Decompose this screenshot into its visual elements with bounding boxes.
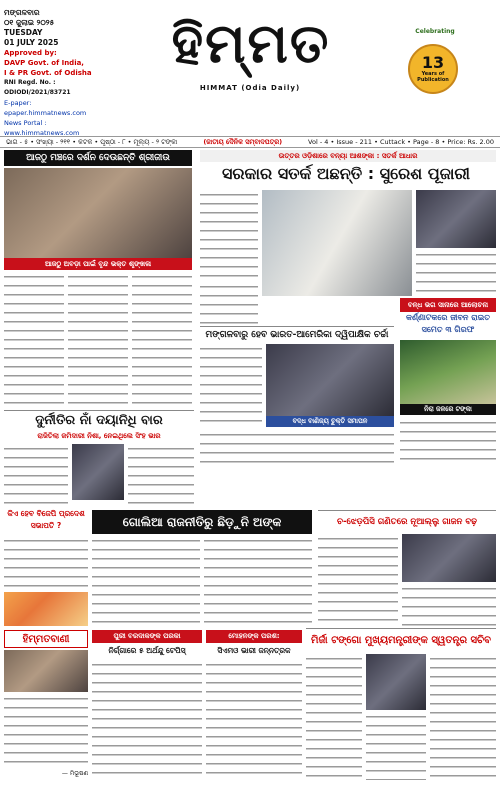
trade-caption: ବଦ୍ଧ ବାଣିଜ୍ୟ ଚୁକ୍ତି ସମାପନ xyxy=(266,416,394,427)
cmo-text xyxy=(206,660,302,780)
accused-photo xyxy=(72,444,124,500)
cmo-banner: ମୋହନଙ୍କ ପରଶ: xyxy=(206,630,302,643)
scholar-text-col-1 xyxy=(318,534,398,626)
corruption-subhead: ରାଜିତିଲା ଜମିଦାରୀ ନିଶା, ନେଇଥିଲେ ସିଂହ ଭାର xyxy=(37,432,161,440)
logo-text: ହିମ୍ମତ xyxy=(171,10,331,75)
right-story-banner: ବନ୍ଧ ଭଗ ସାନାରେ ଆଲୋଚନା xyxy=(400,298,496,312)
right-story-text xyxy=(400,418,496,466)
politics-text-col-2 xyxy=(92,536,200,626)
himmat-bani-title: ହିମ୍ମତବାଣୀ xyxy=(4,630,88,648)
jagannath-text-col-2 xyxy=(68,272,128,408)
corruption-text-col-2 xyxy=(128,444,194,506)
issue-info-odia: ଭାଗ - ୫ • ସଂଖ୍ୟା - ୨୧୧ • କଟକ • ପୃଷ୍ଠା - ୮ • ମୂଲ୍ୟ - ୨ ଟଙ୍କା xyxy=(6,137,178,146)
puri-text xyxy=(92,660,202,780)
puri-banner: ପୁରୀ ବରଦାକଙ୍କ ପରକା xyxy=(92,630,202,643)
himmat-bani-poem xyxy=(4,694,88,768)
trade-text-bottom xyxy=(200,430,394,466)
date-odia-2: ୦୧ ଜୁଲାଇ ୨୦୨୫ xyxy=(4,18,55,27)
right-story-headline: କର୍ଣ୍ଣାଟକରେ ଜୀବନ ରାଇତ ସମେତ ୩ ଗିରଫ xyxy=(406,313,490,334)
lead-headline: ସରକାର ସତର୍କ ଅଛନ୍ତି : ସୁରେଶ ପୂଜାରୀ xyxy=(221,164,471,183)
issue-info-bar xyxy=(0,136,500,148)
day: TUESDAY xyxy=(4,28,43,37)
flood-photo xyxy=(400,340,496,404)
lead-text-col-1 xyxy=(200,190,258,280)
trade-headline: ମଙ୍ଗଳବାରୁ ହେବ ଭାରତ-ଆମେରିକା ଦ୍ୱିପାକ୍ଷିକ ଚର୍ଚ୍ଚା xyxy=(200,326,394,342)
anniversary-badge xyxy=(408,44,458,94)
lead-text-col-1b xyxy=(200,282,258,326)
date-odia: ମଙ୍ଗଳବାର xyxy=(4,8,40,17)
issue-info-english: Vol - 4 • Issue - 211 • Cuttack • Page - 8 • Price: Rs. 2.00 xyxy=(308,138,494,146)
poem-signature: — ମିଭୂଷଣ xyxy=(61,770,88,777)
scholar-headline: ଚ-ଝେଡ଼ପିସି ଗଣିତରେ ନୂଆଲ୍ଲୁ ଗାଜନ ବଢ଼ xyxy=(318,510,496,532)
politics-headline: ଗୋଲିଆ ରାଜନୀତିରୁ ଛିଡ଼ୁନି ଅଙ୍କ xyxy=(92,510,312,534)
trade-text-col-1 xyxy=(200,344,262,428)
epaper-link[interactable]: E-paper: epaper.himmatnews.com xyxy=(4,99,87,117)
puri-headline: ନିର୍ଗ୍ଗାରେ ୫ ଅର୍ଥନ୍ଦୁ ଟେପିସ୍ xyxy=(108,646,186,655)
secretary-text-col-2 xyxy=(366,712,426,780)
rni-number: RNI Regd. No. : ODIODI/2021/83721 xyxy=(4,79,71,96)
lead-kicker: ଉତ୍ତର ଓଡ଼ିଶାରେ ବନ୍ୟା ଆଶଙ୍କା : ସତର୍କ ଆଧାର xyxy=(200,150,496,162)
secretary-text-col-3 xyxy=(430,654,496,780)
scholar-text-col-2 xyxy=(402,584,496,626)
politics-text-col-3 xyxy=(204,536,312,626)
meeting-photo xyxy=(262,190,412,296)
lead-text-col-4 xyxy=(416,250,496,296)
approved-label: Approved by: xyxy=(4,49,57,57)
anniversary-pretext: Celebrating xyxy=(415,28,455,35)
right-story-caption: ନିରା ଜଳରେ ଟଙ୍କା xyxy=(400,404,496,415)
corruption-text-col-1 xyxy=(4,444,68,506)
secretary-text-col-1 xyxy=(306,654,362,780)
minister-photo xyxy=(416,190,496,248)
approved-davp: DAVP Govt. of India, xyxy=(4,59,84,67)
trade-leaders-photo xyxy=(266,344,394,416)
scholar-photo xyxy=(402,534,496,582)
issue-meta xyxy=(4,8,94,138)
anniversary-number: 13 xyxy=(421,53,445,72)
date: 01 JULY 2025 xyxy=(4,38,59,47)
jagannath-banner: ଆଜଠୁ ମଞ୍ଚରେ ଦର୍ଶନ ଦେଉଛନ୍ତି ଶ୍ରୀଜୀଉ xyxy=(4,150,192,166)
rath-yatra-photo xyxy=(4,168,192,258)
jagannath-caption: ଆଜଠୁ ଅବଡ଼ା ପାଇଁ ବୃନ୍ଦ ଭକ୍ତ ଶୃଙ୍ଖଳା xyxy=(4,258,192,270)
issue-info-tagline: (ଜାତୀୟ ଦୈନିକ ସମ୍ବାଦପତ୍ର) xyxy=(203,137,283,146)
politics-text-col-1 xyxy=(4,536,88,590)
jagannath-text-col-3 xyxy=(132,272,192,408)
politics-kicker: କିଏ ହେବ ବିଜେପି ପ୍ରଦେଶ ସଭାପତି ? xyxy=(7,509,85,530)
logo-subtitle: HIMMAT (Odia Daily) xyxy=(199,84,301,92)
jagannath-text-col-1 xyxy=(4,272,64,408)
masthead xyxy=(0,0,500,146)
secretary-headline: ମିର୍ଜା ଟଙ୍ଗୋ ମୁଖ୍ୟମନ୍ତ୍ରୀଙ୍କ ସ୍ୱତନ୍ତ୍ର ସଚିବ xyxy=(306,628,496,652)
cmo-headline: ସିଏମଓ ଭାରୀ ଜନ୍ନତ୍ରକ xyxy=(217,646,291,655)
portal-link[interactable]: News Portal : www.himmatnews.com xyxy=(4,119,80,137)
himmat-bani-photo xyxy=(4,650,88,692)
approved-ipr: I & PR Govt. of Odisha xyxy=(4,69,92,77)
newspaper-logo xyxy=(171,4,331,82)
anniversary-text: Years of Publication xyxy=(417,71,449,83)
secretary-photo xyxy=(366,654,426,710)
corruption-headline: ଦୁର୍ନୀତିର ନାଁ ଦୟାନିଧି ବାର xyxy=(4,410,194,430)
bjp-photo xyxy=(4,592,88,626)
